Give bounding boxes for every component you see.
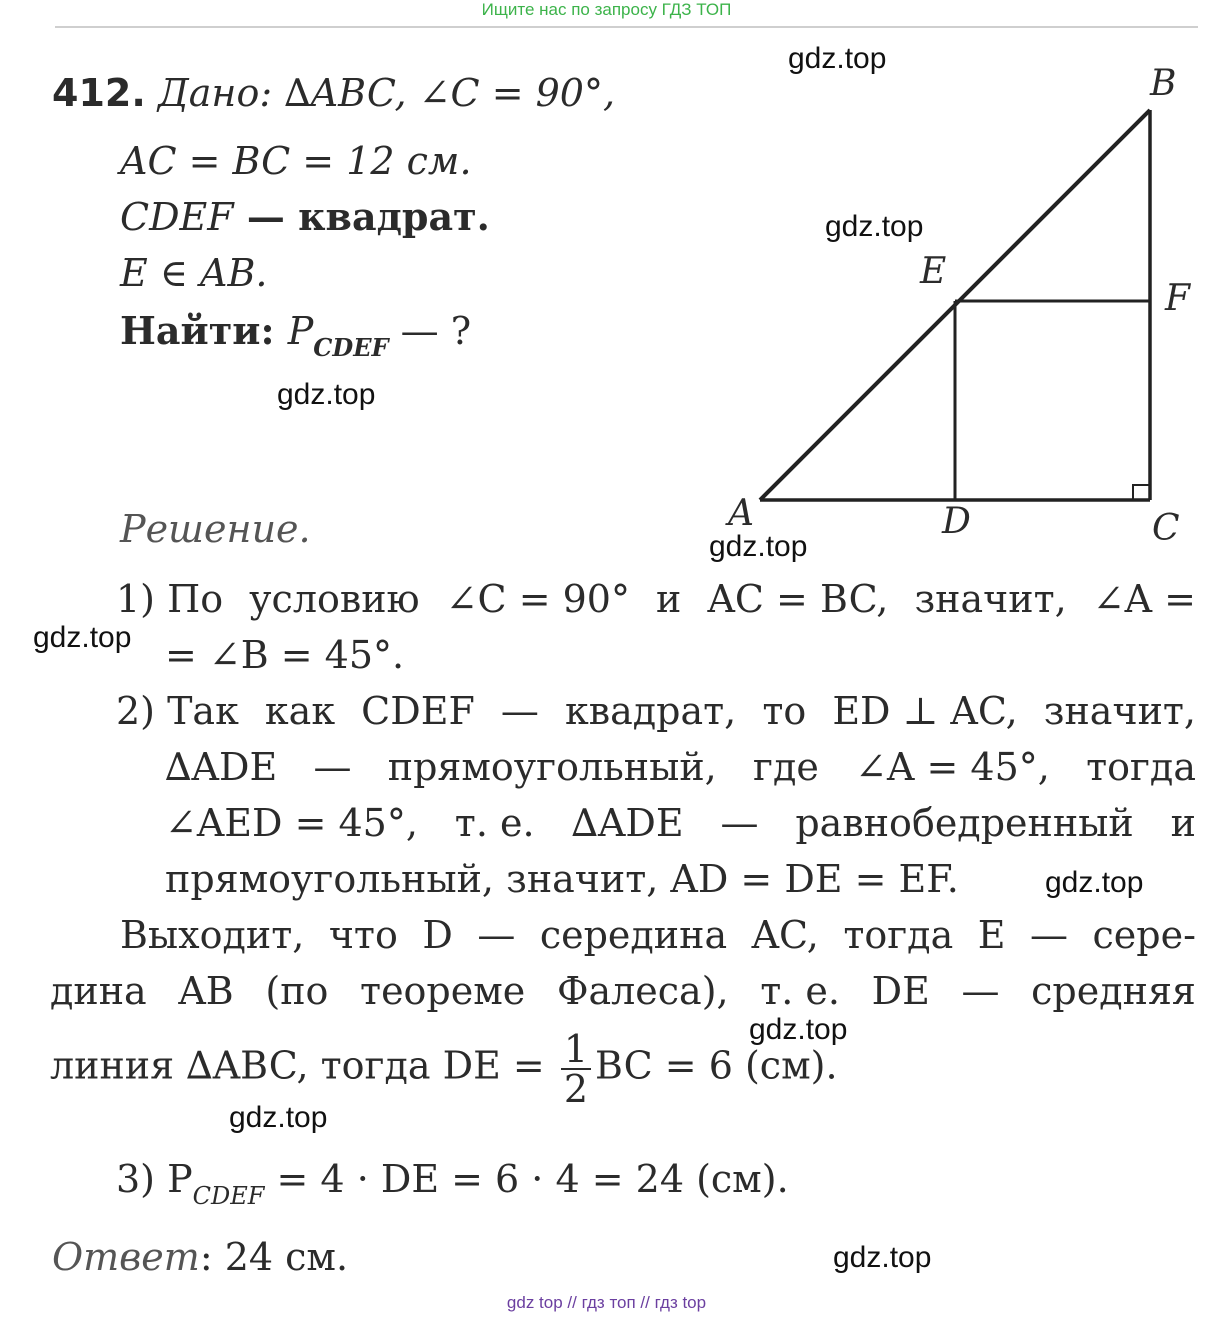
paragraph-word: Выходит, xyxy=(120,913,305,957)
solution-heading: Решение. xyxy=(120,507,311,551)
step2-word: ∠A = 45°, xyxy=(855,745,1050,789)
find-line xyxy=(120,308,472,362)
paragraph-line2 xyxy=(50,969,1196,1013)
watermark: gdz.top xyxy=(277,378,376,411)
step2-word: и xyxy=(1170,801,1196,845)
paragraph-word: что xyxy=(328,913,398,957)
paragraph-word: — xyxy=(961,969,1000,1013)
step2-word: прямоугольный, xyxy=(387,745,717,789)
answer-line xyxy=(52,1235,349,1279)
watermark: gdz.top xyxy=(709,530,808,563)
step2-word: то xyxy=(762,689,807,733)
find-question: — ? xyxy=(388,309,472,353)
paragraph-word: теореме xyxy=(360,969,526,1013)
fraction-one-half xyxy=(561,1027,591,1111)
label-b: B xyxy=(1150,63,1177,104)
given-condition-1: : ∆ABC, ∠C = 90°, xyxy=(259,71,616,115)
square-name: CDEF xyxy=(120,195,234,239)
step2-word: CDEF xyxy=(361,689,475,733)
step2-word: 2) Так xyxy=(116,689,239,733)
step1-word: 1) По xyxy=(116,577,224,621)
perimeter-symbol: P xyxy=(287,309,314,353)
step3-prefix: 3) P xyxy=(116,1157,193,1201)
step2-word: равнобедренный xyxy=(795,801,1134,845)
square-text: — квадрат. xyxy=(233,194,490,239)
answer-value: : 24 см. xyxy=(199,1235,349,1279)
step1-word: условию xyxy=(249,577,420,621)
paragraph-word: т. е. xyxy=(760,969,840,1013)
step1-word: значит, xyxy=(914,577,1067,621)
paragraph-line3-after: BC = 6 (см). xyxy=(595,1043,838,1088)
problem-number: 412. xyxy=(52,71,146,115)
step2-line3 xyxy=(165,801,1196,845)
step1-word: и xyxy=(656,577,682,621)
paragraph-line1 xyxy=(120,913,1196,957)
paragraph-line3-before: линия ∆ABC, тогда DE = xyxy=(50,1043,557,1088)
find-label: Найти: xyxy=(120,308,288,353)
paragraph-word: D xyxy=(422,913,453,957)
paragraph-word: средняя xyxy=(1031,969,1196,1013)
step2-word: тогда xyxy=(1086,745,1196,789)
step1-word: AC = BC, xyxy=(707,577,889,621)
paragraph-word: AB xyxy=(178,969,234,1013)
paragraph-word: E xyxy=(977,913,1006,957)
step2-word: как xyxy=(264,689,336,733)
step2-word: т. е. xyxy=(454,801,535,845)
paragraph-word: Фалеса), xyxy=(556,969,729,1013)
given-label: Дано xyxy=(157,71,260,115)
step2-word: ∆ADE xyxy=(571,801,684,845)
answer-label: Ответ xyxy=(52,1235,200,1279)
given-condition-3 xyxy=(120,194,490,239)
step2-word: ∆ADE xyxy=(165,745,278,789)
paragraph-word: (по xyxy=(265,969,329,1013)
label-d: D xyxy=(942,501,971,542)
label-f: F xyxy=(1165,278,1190,319)
step2-word: где xyxy=(753,745,819,789)
step2-word: квадрат, xyxy=(564,689,737,733)
watermark: gdz.top xyxy=(33,621,132,654)
label-c: C xyxy=(1152,508,1180,549)
step3-line xyxy=(116,1157,789,1210)
fraction-denominator: 2 xyxy=(563,1067,588,1111)
right-angle-mark xyxy=(1133,485,1150,500)
step1-word: ∠A = xyxy=(1092,577,1196,621)
perimeter-subscript: CDEF xyxy=(313,333,389,362)
step2-word: — xyxy=(720,801,759,845)
step2-word: — xyxy=(500,689,539,733)
paragraph-word: дина xyxy=(50,969,147,1013)
paragraph-word: сере- xyxy=(1092,913,1196,957)
step2-word: значит, xyxy=(1043,689,1196,733)
given-condition-2: AC = BC = 12 см. xyxy=(120,139,472,183)
watermark: gdz.top xyxy=(1045,866,1144,899)
watermark: gdz.top xyxy=(788,42,887,75)
paragraph-word: — xyxy=(477,913,516,957)
paragraph-word: — xyxy=(1029,913,1068,957)
paragraph-word: тогда xyxy=(843,913,954,957)
triangle-figure xyxy=(700,55,1210,555)
watermark: gdz.top xyxy=(749,1013,848,1046)
label-a: A xyxy=(728,493,754,534)
footer-links: gdz top // гдз топ // гдз top xyxy=(506,1293,707,1312)
watermark: gdz.top xyxy=(229,1101,328,1134)
watermark: gdz.top xyxy=(833,1241,932,1274)
step3-rest: = 4 · DE = 6 · 4 = 24 (см). xyxy=(264,1157,789,1201)
label-e: E xyxy=(920,251,947,292)
top-banner: Ищите нас по запросу ГДЗ ТОП xyxy=(481,0,732,19)
step2-line2 xyxy=(165,745,1196,789)
watermark: gdz.top xyxy=(825,210,924,243)
paragraph-word: AC, xyxy=(751,913,819,957)
step1-line1 xyxy=(116,577,1196,621)
step1-line2: = ∠B = 45°. xyxy=(165,633,405,677)
step2-line1 xyxy=(116,689,1196,733)
step1-word: ∠C = 90° xyxy=(445,577,630,621)
paragraph-word: DE xyxy=(871,969,930,1013)
step2-word: ∠AED = 45°, xyxy=(165,801,418,845)
given-condition-4: E ∈ AB. xyxy=(120,251,268,295)
problem-given-line xyxy=(52,71,616,115)
top-divider xyxy=(55,26,1198,28)
step2-word: — xyxy=(313,745,352,789)
step3-subscript: CDEF xyxy=(192,1182,265,1210)
paragraph-word: середина xyxy=(539,913,728,957)
step2-line4: прямоугольный, значит, AD = DE = EF. xyxy=(165,857,959,901)
step2-word: ED ⊥ AC, xyxy=(832,689,1018,733)
fraction-numerator: 1 xyxy=(561,1030,591,1070)
